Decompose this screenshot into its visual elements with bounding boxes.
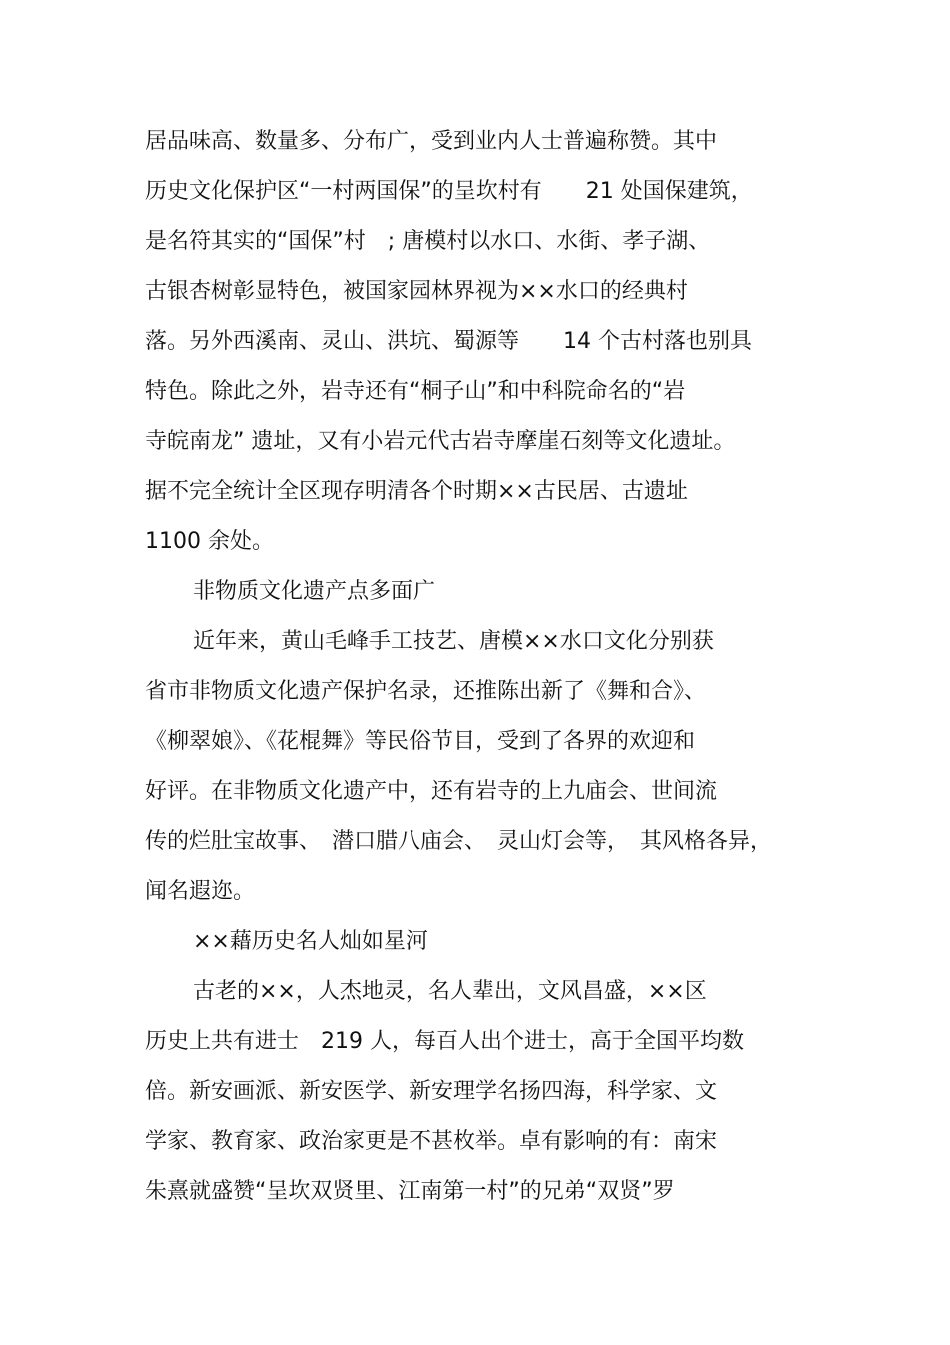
text-line: 学家、教育家、政治家更是不甚枚举。卓有影响的有：南宋 (145, 1129, 718, 1154)
text-line: 是名符其实的“国保”村 ; 唐模村以水口、水街、孝子湖、 (145, 229, 711, 254)
text-line: 历史上共有进士 219 人，每百人出个进士，高于全国平均数 (145, 1029, 744, 1054)
text-line: 好评。在非物质文化遗产中，还有岩寺的上九庙会、世间流 (145, 779, 718, 804)
text-line: 传的烂肚宝故事、 潜口腊八庙会、 灵山灯会等， 其风格各异， (145, 829, 773, 854)
text-line: 历史文化保护区“一村两国保”的呈坎村有 21 处国保建筑， (145, 179, 753, 204)
section-heading: 非物质文化遗产点多面广 (193, 579, 436, 604)
text-line: 朱熹就盛赞“呈坎双贤里、江南第一村”的兄弟“双贤”罗 (145, 1179, 675, 1204)
text-line: 特色。除此之外，岩寺还有“桐子山”和中科院命名的“岩 (145, 379, 686, 404)
text-line: 《柳翠娘》、《花棍舞》等民俗节目，受到了各界的欢迎和 (145, 729, 696, 754)
text-line: 省市非物质文化遗产保护名录，还推陈出新了《舞和合》、 (145, 679, 707, 704)
text-line: 据不完全统计全区现存明清各个时期××古民居、古遗址 (145, 479, 688, 504)
text-line: 寺皖南龙” 遗址，又有小岩元代古岩寺摩崖石刻等文化遗址。 (145, 429, 736, 454)
text-line: 落。另外西溪南、灵山、洪坑、蜀源等 14 个古村落也别具 (145, 329, 752, 354)
text-line: 近年来，黄山毛峰手工技艺、唐模××水口文化分别获 (193, 629, 714, 654)
text-line: 古老的××，人杰地灵，名人辈出，文风昌盛，××区 (193, 979, 707, 1004)
text-line: 古银杏树彰显特色，被国家园林界视为××水口的经典村 (145, 279, 688, 304)
text-line: 1100 余处。 (145, 529, 274, 554)
section-heading: ××藉历史名人灿如星河 (193, 929, 428, 954)
text-line: 闻名遐迩。 (145, 879, 256, 904)
text-line: 倍。新安画派、新安医学、新安理学名扬四海，科学家、文 (145, 1079, 718, 1104)
text-line: 居品味高、数量多、分布广，受到业内人士普遍称赞。其中 (145, 129, 718, 154)
